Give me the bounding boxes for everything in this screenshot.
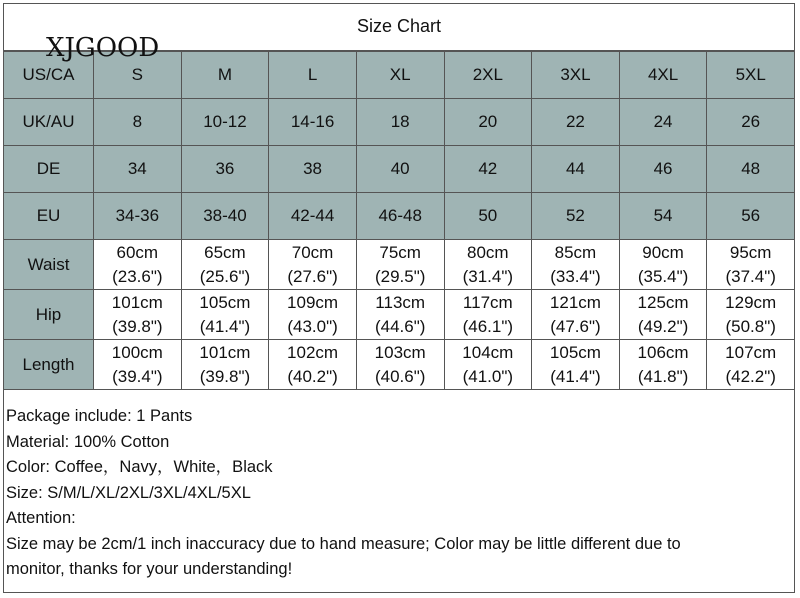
size-cell: 26 <box>707 99 795 146</box>
inch-value: (49.2") <box>637 316 689 336</box>
measurement-cell <box>707 340 795 390</box>
size-cell: XL <box>356 52 444 99</box>
size-cell: 56 <box>707 193 795 240</box>
note-line: Material: 100% Cotton <box>6 432 170 451</box>
measurement-cell <box>619 290 707 340</box>
inch-value: (25.6") <box>199 266 251 286</box>
inch-value: (46.1") <box>462 316 514 336</box>
cm-value: 80cm <box>467 242 509 262</box>
measurement-cell <box>181 240 269 290</box>
cm-value: 129cm <box>725 292 777 312</box>
measurement-cell <box>444 240 532 290</box>
cm-value: 125cm <box>637 292 689 312</box>
size-cell: 36 <box>181 146 269 193</box>
measurement-cell <box>619 240 707 290</box>
cm-value: 70cm <box>291 242 334 262</box>
cm-value: 95cm <box>729 242 772 262</box>
size-cell: L <box>269 52 357 99</box>
conversion-row <box>4 99 795 146</box>
measurement-cell <box>269 340 357 390</box>
cm-value: 121cm <box>549 292 601 312</box>
inch-value: (40.6") <box>374 366 426 386</box>
measurement-cell <box>444 290 532 340</box>
measurement-row <box>4 290 795 340</box>
size-cell: 54 <box>619 193 707 240</box>
cm-value: 85cm <box>554 242 597 262</box>
size-cell: 8 <box>94 99 182 146</box>
size-cell: 50 <box>444 193 532 240</box>
inch-value: (47.6") <box>550 316 601 336</box>
inch-value: (41.4") <box>199 316 251 336</box>
size-cell: M <box>181 52 269 99</box>
cm-value: 65cm <box>204 242 246 262</box>
note-line: Size may be 2cm/1 inch inaccuracy due to hand measure; Color may be little different due to <box>6 534 681 553</box>
inch-value: (37.4") <box>725 266 776 286</box>
measurement-cell <box>532 340 620 390</box>
inch-value: (44.6") <box>374 316 426 336</box>
size-cell: 10-12 <box>181 99 269 146</box>
measurement-cell <box>532 290 620 340</box>
size-cell: 42 <box>444 146 532 193</box>
measurement-cell <box>619 340 707 390</box>
note-line: Package include: 1 Pants <box>6 407 193 425</box>
product-notes <box>6 404 792 583</box>
row-label: Length <box>4 340 94 390</box>
row-label: Hip <box>4 290 94 340</box>
cm-value: 101cm <box>111 292 163 312</box>
measurement-cell <box>356 340 444 390</box>
chart-title: Size Chart <box>3 3 795 51</box>
row-label: UK/AU <box>4 99 94 146</box>
inch-value: (42.2") <box>725 366 776 386</box>
size-cell: 22 <box>532 99 620 146</box>
measurement-cell <box>532 240 620 290</box>
inch-value: (43.0") <box>287 316 338 336</box>
measurement-cell <box>356 240 444 290</box>
note-line: Attention: <box>6 509 76 527</box>
size-cell: 18 <box>356 99 444 146</box>
inch-value: (27.6") <box>287 266 338 286</box>
inch-value: (31.4") <box>462 266 514 286</box>
note-line: Color: Coffee，Navy，White，Black <box>6 458 273 476</box>
measurement-cell <box>356 290 444 340</box>
cm-value: 106cm <box>637 342 689 362</box>
note-line: monitor, thanks for your understanding! <box>6 560 293 578</box>
inch-value: (41.0") <box>462 366 514 386</box>
cm-value: 90cm <box>642 242 684 262</box>
measurement-cell <box>269 240 357 290</box>
size-cell: 40 <box>356 146 444 193</box>
row-label: DE <box>4 146 94 193</box>
size-cell: 52 <box>532 193 620 240</box>
size-cell: 24 <box>619 99 707 146</box>
measurement-row <box>4 340 795 390</box>
size-cell: 14-16 <box>269 99 357 146</box>
inch-value: (33.4") <box>550 266 601 286</box>
cm-value: 113cm <box>375 292 426 312</box>
inch-value: (39.8") <box>112 316 163 336</box>
size-cell: 4XL <box>619 52 707 99</box>
size-cell: 2XL <box>444 52 532 99</box>
measurement-cell <box>181 340 269 390</box>
inch-value: (50.8") <box>725 316 776 336</box>
cm-value: 105cm <box>199 292 251 312</box>
size-cell: 48 <box>707 146 795 193</box>
size-cell: 5XL <box>707 52 795 99</box>
cm-value: 104cm <box>462 342 514 362</box>
size-table <box>3 51 795 390</box>
measurement-cell <box>94 240 182 290</box>
size-cell: 34-36 <box>94 193 182 240</box>
size-cell: 44 <box>532 146 620 193</box>
row-label: US/CA <box>4 52 94 99</box>
size-cell: 46 <box>619 146 707 193</box>
measurement-cell <box>269 290 357 340</box>
cm-value: 105cm <box>549 342 601 362</box>
size-cell: 20 <box>444 99 532 146</box>
cm-value: 103cm <box>374 342 426 362</box>
cm-value: 60cm <box>116 242 159 262</box>
note-line: Size: S/M/L/XL/2XL/3XL/4XL/5XL <box>6 483 251 502</box>
inch-value: (29.5") <box>374 266 426 286</box>
row-label: EU <box>4 193 94 240</box>
cm-value: 117cm <box>462 292 513 312</box>
cm-value: 107cm <box>725 342 777 362</box>
inch-value: (41.8") <box>637 366 689 386</box>
size-cell: 42-44 <box>269 193 357 240</box>
measurement-cell <box>94 290 182 340</box>
inch-value: (39.8") <box>199 366 251 386</box>
inch-value: (39.4") <box>112 366 163 386</box>
cm-value: 101cm <box>199 342 251 362</box>
measurement-cell <box>707 290 795 340</box>
inch-value: (40.2") <box>287 366 338 386</box>
size-cell: 46-48 <box>356 193 444 240</box>
measurement-cell <box>181 290 269 340</box>
cm-value: 75cm <box>379 242 421 262</box>
measurement-cell <box>94 340 182 390</box>
row-label: Waist <box>4 240 94 290</box>
brand-watermark: XJGOOD <box>46 33 160 63</box>
measurement-cell <box>707 240 795 290</box>
measurement-row <box>4 240 795 290</box>
size-cell: 38 <box>269 146 357 193</box>
size-cell: 34 <box>94 146 182 193</box>
inch-value: (41.4") <box>550 366 601 386</box>
inch-value: (23.6") <box>112 266 163 286</box>
size-cell: S <box>94 52 182 99</box>
inch-value: (35.4") <box>637 266 689 286</box>
conversion-row <box>4 146 795 193</box>
size-cell: 38-40 <box>181 193 269 240</box>
cm-value: 100cm <box>111 342 163 362</box>
measurement-cell <box>444 340 532 390</box>
conversion-row <box>4 193 795 240</box>
size-cell: 3XL <box>532 52 620 99</box>
cm-value: 102cm <box>287 342 339 362</box>
cm-value: 109cm <box>287 292 339 312</box>
